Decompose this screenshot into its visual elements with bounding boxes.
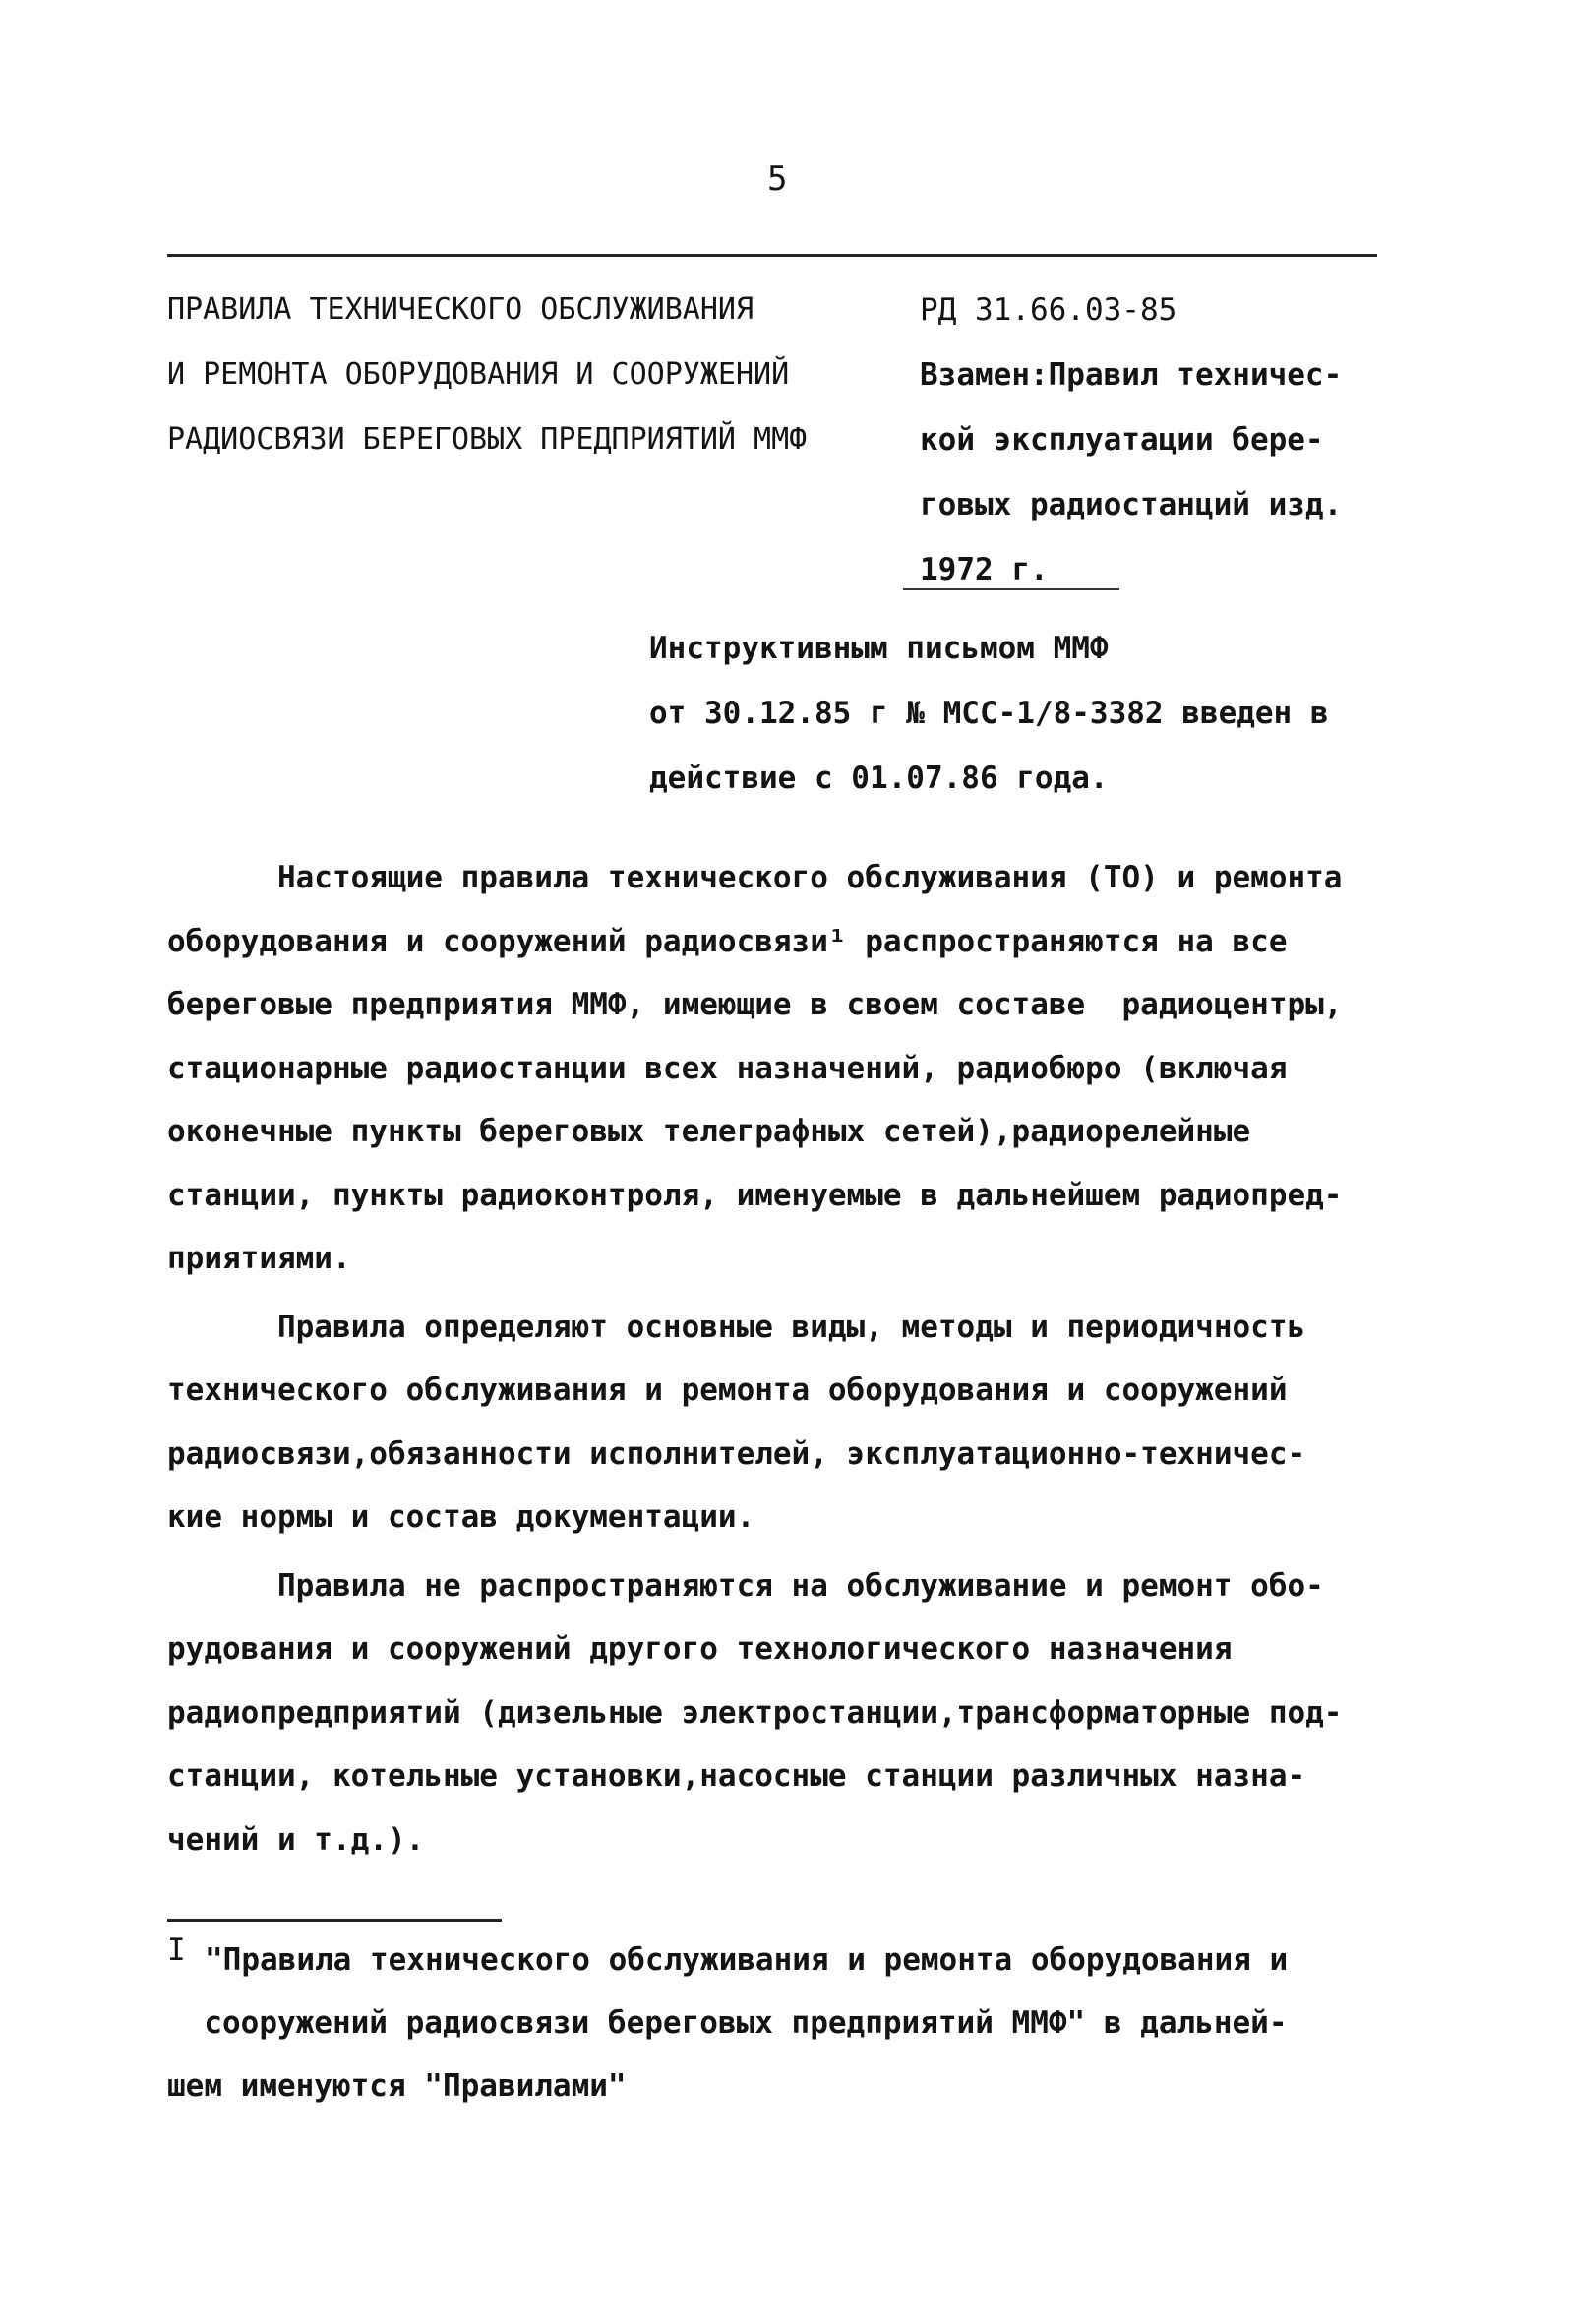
title-line: РАДИОСВЯЗИ БЕРЕГОВЫХ ПРЕДПРИЯТИЙ ММФ (167, 422, 808, 457)
introduction-line: от 30.12.85 г № МСС-1/8-3382 введен в (649, 696, 1329, 731)
replaces-line: 1972 г. (920, 552, 1049, 587)
footnote-line: сооружений радиосвязи береговых предприятий ММФ" в дальней- (167, 2005, 1288, 2041)
title-line: И РЕМОНТА ОБОРУДОВАНИЯ И СООРУЖЕНИЙ (167, 357, 790, 392)
paragraph-line: станции, котельные установки,насосные станции различных назна- (167, 1758, 1306, 1794)
body-text (167, 846, 1407, 1871)
paragraph-line: станции, пункты радиоконтроля, именуемые в дальнейшем радиопред- (167, 1177, 1343, 1213)
footnote-mark: I (167, 1932, 186, 1968)
paragraph-line: Правила не распространяются на обслуживание и ремонт обо- (167, 1567, 1324, 1604)
footnote-line: "Правила технического обслуживания и ремонта оборудования и (205, 1942, 1289, 1978)
paragraph-line: рудования и сооружений другого технологического назначения (167, 1631, 1233, 1667)
document-title (167, 277, 905, 472)
paragraph (167, 1296, 1407, 1550)
paragraph (167, 846, 1407, 1291)
paragraph (167, 1555, 1407, 1872)
paragraph-line: приятиями. (167, 1241, 351, 1276)
document-code-block (920, 277, 1382, 602)
introduction-line: Инструктивным письмом ММФ (649, 631, 1109, 666)
paragraph-line: кие нормы и состав документации. (167, 1499, 755, 1535)
paragraph-line: радиосвязи,обязанности исполнителей, эксплуатационно-техничес- (167, 1436, 1306, 1472)
header-top-rule (167, 254, 1377, 257)
document-code: РД 31.66.03-85 (920, 292, 1177, 328)
paragraph-line: береговые предприятия ММФ, имеющие в своем составе радиоцентры, (167, 987, 1343, 1022)
paragraph-line: технического обслуживания и ремонта оборудования и сооружений (167, 1373, 1288, 1408)
paragraph-line: Правила определяют основные виды, методы и периодичность (167, 1309, 1306, 1345)
replaces-line: Взамен:Правил техничес- (920, 357, 1343, 393)
footnote (167, 1928, 1407, 2117)
replaces-line: говых радиостанций изд. (920, 487, 1343, 522)
footnote-line: шем именуются "Правилами" (167, 2068, 627, 2104)
replaces-underline (903, 588, 1119, 590)
introduction-line: действие с 01.07.86 года. (649, 761, 1109, 796)
paragraph-line: чений и т.д.). (167, 1821, 425, 1858)
paragraph-line: стационарные радиостанции всех назначений, радиобюро (включая (167, 1050, 1288, 1086)
paragraph-line: оборудования и сооружений радиосвязи¹ распространяются на все (167, 923, 1288, 959)
replaces-line: кой эксплуатации бере- (920, 422, 1324, 458)
paragraph-line: Настоящие правила технического обслуживания (ТО) и ремонта (167, 860, 1343, 895)
title-line: ПРАВИЛА ТЕХНИЧЕСКОГО ОБСЛУЖИВАНИЯ (167, 292, 754, 327)
footnote-rule (167, 1919, 502, 1922)
introduction-note (649, 616, 1397, 811)
page-number: 5 (767, 159, 788, 199)
paragraph-line: оконечные пункты береговых телеграфных сетей),радиорелейные (167, 1114, 1251, 1149)
paragraph-line: радиопредприятий (дизельные электростанции,трансформаторные под- (167, 1694, 1343, 1731)
